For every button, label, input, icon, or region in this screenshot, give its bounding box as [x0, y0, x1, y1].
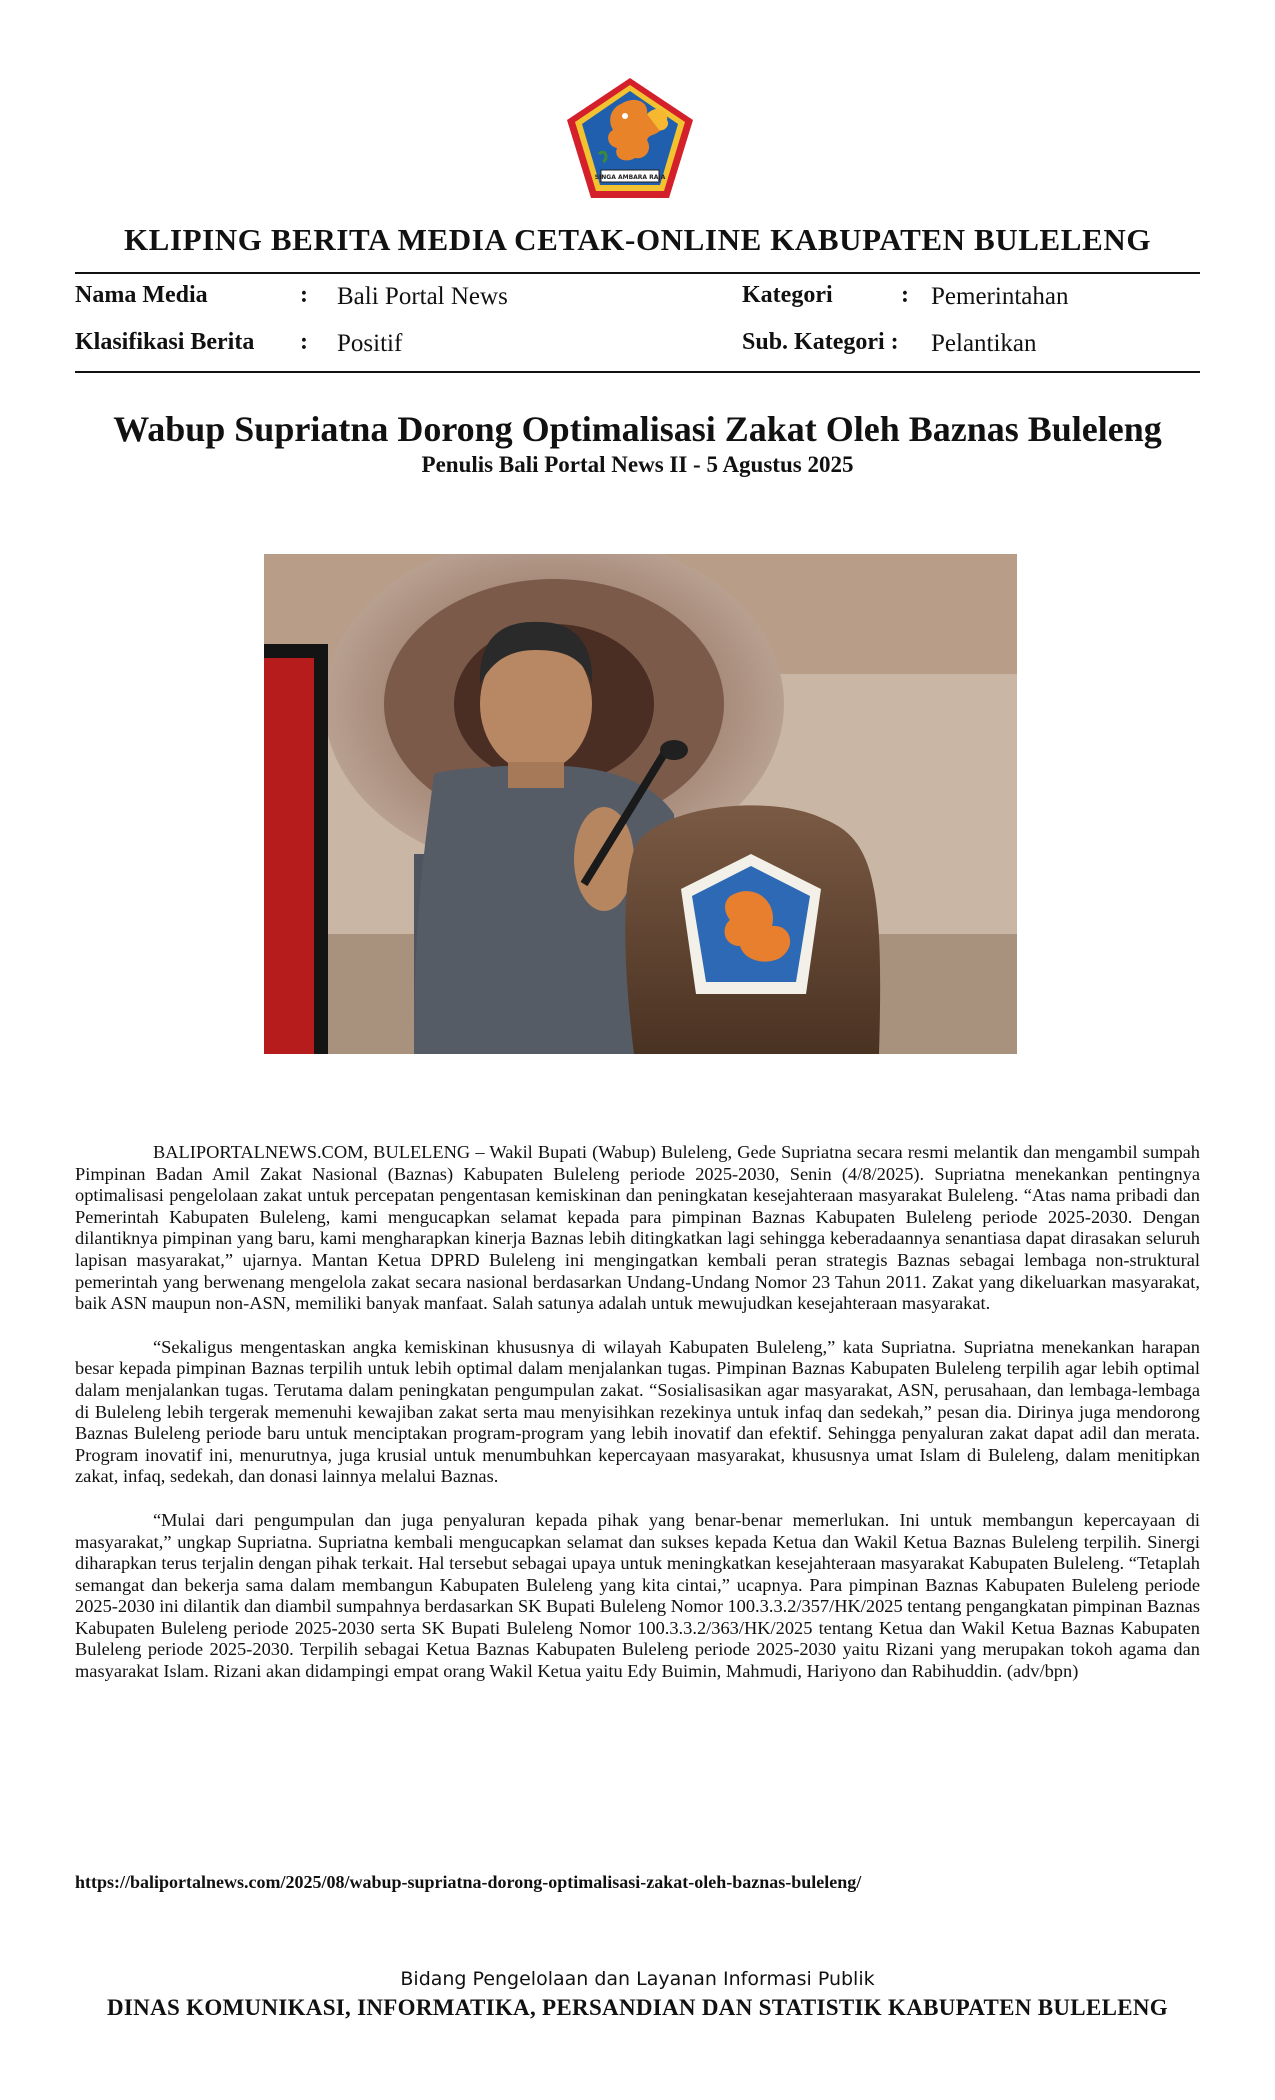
klasifikasi-value: Positif [337, 330, 403, 357]
article-photo [264, 554, 1017, 1054]
klasifikasi-separator: : [300, 329, 308, 355]
article-body [75, 1142, 1200, 1705]
subkategori-value: Pelantikan [931, 330, 1037, 357]
media-label: Nama Media [75, 282, 208, 308]
article-paragraph-3: “Mulai dari pengumpulan dan juga penyaluran kepada pihak yang benar-benar memerlukan. Ini untuk membangun kepercayaan di masyarakat,” ungkap Supriatna. Supriatna kembali mengucapkan selamat dan sukses kepada Ketua dan Wakil Ketua Baznas Buleleng terpilih. Sinergi diharapkan terus terjalin dengan pihak terkait. Hal tersebut sebagai upaya untuk meningkatkan kesejahteraan masyarakat Kabupaten Buleleng. “Tetaplah semangat dan bekerja sama dalam membangun Kabupaten Buleleng yang kita cintai,” ucapnya. Para pimpinan Baznas Kabupaten Buleleng periode 2025-2030 ini dilantik dan diambil sumpahnya berdasarkan SK Bupati Buleleng Nomor 100.3.3.2/357/HK/2025 tentang pengangkatan pimpinan Baznas Kabupaten Buleleng periode 2025-2030 serta SK Bupati Buleleng Nomor 100.3.3.2/363/HK/2025 tentang Ketua dan Wakil Ketua Baznas Kabupaten Buleleng periode 2025-2030. Terpilih sebagai Ketua Baznas Kabupaten Buleleng periode 2025-2030 yaitu Rizani yang merupakan tokoh agama dan masyarakat Islam. Rizani akan didampingi empat orang Wakil Ketua yaitu Edy Buimin, Mahmudi, Hariyono dan Rabihuddin. (adv/bpn) [75, 1509, 1200, 1682]
kategori-value: Pemerintahan [931, 283, 1069, 310]
footer-agency: DINAS KOMUNIKASI, INFORMATIKA, PERSANDIAN DAN STATISTIK KABUPATEN BULELENG [107, 1995, 1168, 2020]
buleleng-regency-logo [563, 74, 698, 202]
klasifikasi-label: Klasifikasi Berita [75, 329, 255, 355]
media-separator: : [300, 282, 308, 308]
article-headline: Wabup Supriatna Dorong Optimalisasi Zakat Oleh Baznas Buleleng [113, 409, 1162, 449]
logo-motto: SINGA AMBARA RAJA [594, 174, 666, 181]
kategori-separator: : [901, 282, 909, 308]
article-paragraph-1: BALIPORTALNEWS.COM, BULELENG – Wakil Bupati (Wabup) Buleleng, Gede Supriatna secara resmi melantik dan mengambil sumpah Pimpinan Badan Amil Zakat Nasional (Baznas) Kabupaten Buleleng periode 2025-2030, Senin (4/8/2025). Supriatna menekankan pentingnya optimalisasi pengelolaan zakat untuk percepatan pengentasan kemiskinan dan peningkatan kesejahteraan masyarakat Buleleng. “Atas nama pribadi dan Pemerintah Kabupaten Buleleng, kami mengucapkan selamat kepada para pimpinan Baznas Kabupaten Buleleng periode 2025-2030. Dengan dilantiknya pimpinan yang baru, kami mengharapkan kinerja Baznas lebih ditingkatkan lagi sehingga keberadaannya senantiasa dapat dirasakan seluruh lapisan masyarakat,” ujarnya. Mantan Ketua DPRD Buleleng ini mengingatkan kembali peran strategis Baznas sebagai lembaga non-struktural pemerintah yang berwenang mengelola zakat secara nasional berdasarkan Undang-Undang Nomor 23 Tahun 2011. Zakat yang dikeluarkan masyarakat, baik ASN maupun non-ASN, memiliki banyak manfaat. Salah satunya adalah untuk mewujudkan kesejahteraan masyarakat. [75, 1142, 1200, 1314]
article-byline: Penulis Bali Portal News II - 5 Agustus 2025 [421, 452, 854, 477]
source-url-link[interactable]: https://baliportalnews.com/2025/08/wabup-supriatna-dorong-optimalisasi-zakat-oleh-baznas-buleleng/ [75, 1872, 862, 1892]
article-paragraph-2: “Sekaligus mengentaskan angka kemiskinan khususnya di wilayah Kabupaten Buleleng,” kata Supriatna. Supriatna menekankan harapan besar kepada pimpinan Baznas terpilih untuk lebih optimal dalam menjalankan tugas. Pimpinan Baznas Kabupaten Buleleng terpilih agar lebih optimal dalam menjalankan tugas. Terutama dalam peningkatan pengumpulan zakat. “Sosialisasikan agar masyarakat, ASN, perusahaan, dan lembaga-lembaga di Buleleng lebih tergerak memenuhi kewajiban zakat serta mau menyisihkan rezekinya untuk infaq dan sedekah,” pesan dia. Dirinya juga mendorong Baznas Buleleng periode baru untuk menciptakan program-program yang lebih inovatif dan efektif. Sehingga penyaluran zakat dapat adil dan merata. Program inovatif ini, menurutnya, juga krusial untuk menumbuhkan kepercayaan masyarakat, khususnya umat Islam di Buleleng, dalam menitipkan zakat, infaq, sedekah, dan donasi lainnya melalui Baznas. [75, 1336, 1200, 1487]
header-top-divider [75, 272, 1200, 274]
clipping-header-title: KLIPING BERITA MEDIA CETAK-ONLINE KABUPATEN BULELENG [123, 222, 1152, 257]
subkategori-label: Sub. Kategori : [742, 329, 899, 355]
kategori-label: Kategori [742, 282, 833, 308]
footer-department: Bidang Pengelolaan dan Layanan Informasi Publik [400, 1968, 875, 1990]
media-value: Bali Portal News [337, 283, 508, 310]
header-bottom-divider [75, 371, 1200, 373]
